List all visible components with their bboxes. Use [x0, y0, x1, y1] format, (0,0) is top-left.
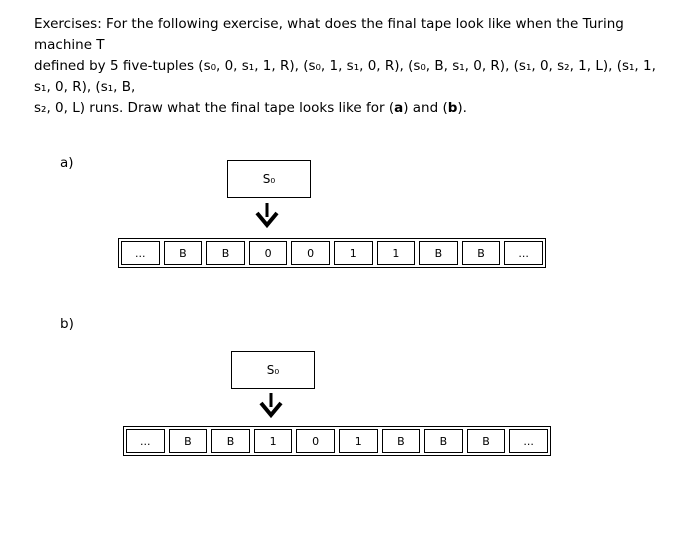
part-b-tape-cell: B: [211, 429, 250, 453]
part-b-state-box: [231, 351, 315, 389]
part-a-tape: [118, 238, 546, 268]
part-a-tape-cell: B: [164, 241, 203, 265]
part-a-tape-cell: B: [206, 241, 245, 265]
part-b-tape-cell: 0: [296, 429, 335, 453]
part-b-tape-cell: B: [382, 429, 421, 453]
part-b-tape: [123, 426, 551, 456]
part-a-tape-cell: B: [462, 241, 501, 265]
part-a-tape-cell: ...: [504, 241, 543, 265]
part-a-tape-cell: 1: [334, 241, 373, 265]
part-b-tape-cell: B: [424, 429, 463, 453]
exercise-line-2: defined by 5 five-tuples (s₀, 0, s₁, 1, R), (s₀, 1, s₁, 0, R), (s₀, B, s₁, 0, R), (s₁, 0, s₂, 1, L), (s₁, 1, s₁, 0, R), (s₁, B,: [34, 58, 656, 95]
part-b-tape-cell: 1: [254, 429, 293, 453]
part-a-state-box: [227, 160, 311, 198]
part-b-state-label: S₀: [266, 363, 280, 377]
part-b-tape-cell: ...: [126, 429, 165, 453]
exercise-text: [34, 14, 674, 119]
part-a-tape-cell: B: [419, 241, 458, 265]
part-a-label: a): [60, 155, 74, 171]
part-b-tape-cell: B: [169, 429, 208, 453]
part-b-tape-cell: B: [467, 429, 506, 453]
part-b-label: b): [60, 316, 74, 332]
part-b-tape-cell: 1: [339, 429, 378, 453]
part-b-down-arrow-icon: [256, 393, 286, 419]
part-a-down-arrow-icon: [252, 203, 282, 229]
part-a-tape-cell: ...: [121, 241, 160, 265]
exercise-line-3: s₂, 0, L) runs. Draw what the final tape looks like for (a) and (b).: [34, 100, 467, 116]
part-b-tape-cell: ...: [509, 429, 548, 453]
part-a-state-label: S₀: [262, 172, 276, 186]
exercise-line-1: Exercises: For the following exercise, what does the final tape look like when the Turing machine T: [34, 16, 624, 53]
part-a-tape-cell: 0: [249, 241, 288, 265]
part-a-tape-cell: 0: [291, 241, 330, 265]
part-a-tape-cell: 1: [377, 241, 416, 265]
